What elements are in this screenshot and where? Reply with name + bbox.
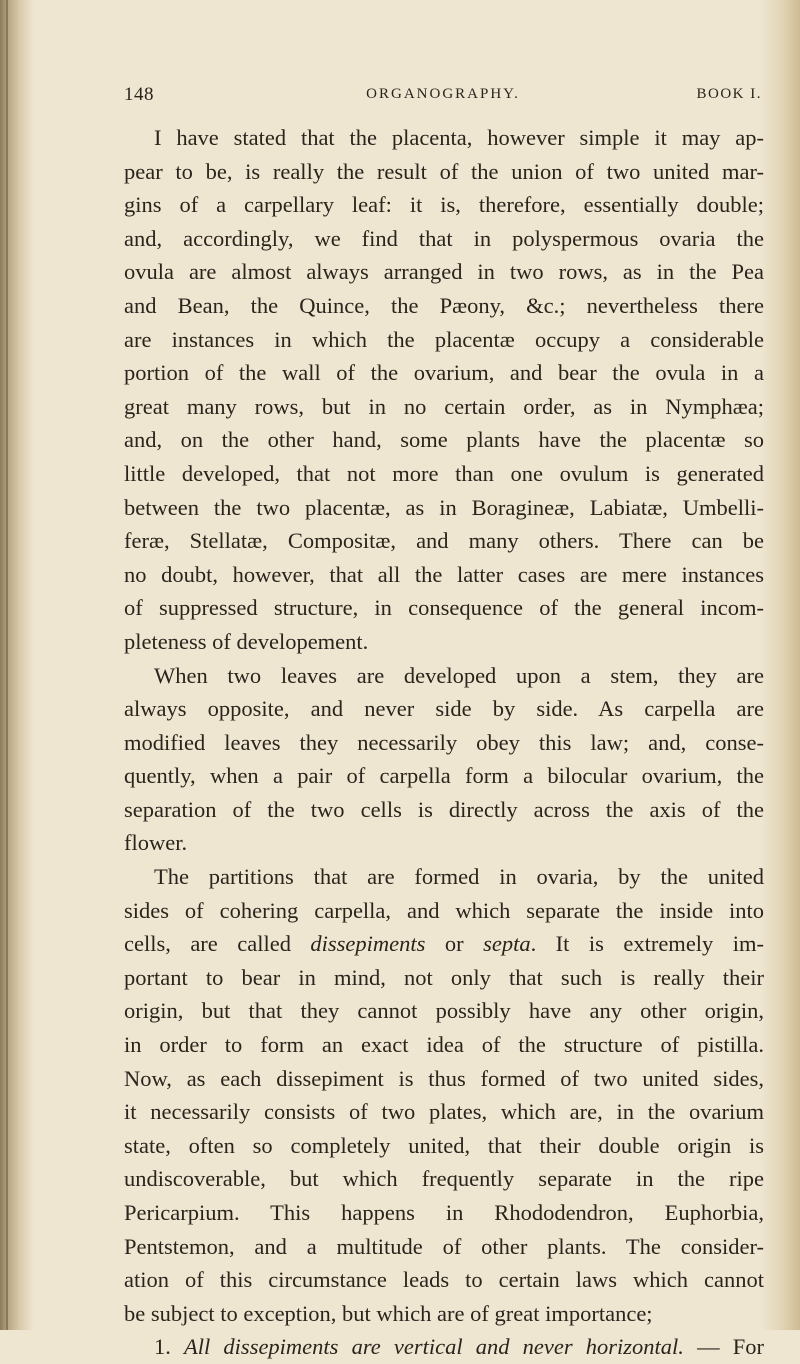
rule-number: 1. — [154, 1334, 171, 1360]
text-line: no doubt, however, that all the latter cases are mere instances — [124, 561, 764, 587]
text-line: sides of cohering carpella, and which separate the inside into — [124, 897, 764, 923]
page-number: 148 — [124, 84, 154, 105]
text-run: — For — [683, 1334, 764, 1360]
text-line: gins of a carpellary leaf: it is, therefore, essentially double; — [124, 192, 764, 218]
text-line: modified leaves they necessarily obey this law; and, conse- — [124, 729, 764, 755]
text-line: Now, as each dissepiment is thus formed of two united sides, — [124, 1065, 764, 1091]
text-line: little developed, that not more than one ovulum is generated — [124, 460, 764, 486]
text-line: pear to be, is really the result of the union of two united mar- — [124, 158, 764, 184]
text-line: flower. — [124, 830, 188, 856]
text-line: Pericarpium. This happens in Rhododendron, Euphorbia, — [124, 1200, 764, 1225]
text-run: . It is extremely im- — [530, 931, 764, 957]
rule-line — [124, 1330, 764, 1364]
text-line: portant to bear in mind, not only that such is really their — [124, 964, 764, 990]
text-line: between the two placentæ, as in Boragineæ, Labiatæ, Umbelli- — [124, 494, 764, 520]
text-line: be subject to exception, but which are of great importance; — [124, 1300, 653, 1326]
text-line: portion of the wall of the ovarium, and bear the ovula in a — [124, 360, 764, 386]
term-septa: septa — [483, 931, 531, 957]
text-line: origin, but that they cannot possibly have any other origin, — [124, 998, 764, 1024]
term-dissepiments: dissepiments — [310, 931, 426, 957]
text-line: and, on the other hand, some plants have the placentæ so — [124, 427, 764, 453]
book-label: BOOK I. — [696, 86, 762, 102]
text-line: quently, when a pair of carpella form a bilocular ovarium, the — [124, 763, 764, 789]
text-line: feræ, Stellatæ, Compositæ, and many others. There can be — [124, 528, 764, 554]
text-line: always opposite, and never side by side. As carpella are — [124, 696, 764, 722]
text-line: ation of this circumstance leads to certain laws which cannot — [124, 1267, 764, 1293]
running-title: ORGANOGRAPHY. — [366, 86, 520, 102]
text-line: I have stated that the placenta, however simple it may ap- — [154, 125, 764, 150]
text-line: of suppressed structure, in consequence of the general incom- — [124, 595, 764, 621]
text-run: cells, are called — [124, 931, 311, 957]
text-line: great many rows, but in no certain order, as in Nymphæa; — [124, 393, 764, 419]
text-line: pleteness of developement. — [124, 628, 369, 654]
text-line: ovula are almost always arranged in two rows, as in the Pea — [124, 259, 764, 285]
page-edge-shading — [760, 0, 800, 1330]
text-line: state, often so completely united, that their double origin is — [124, 1132, 764, 1158]
text-line: When two leaves are developed upon a stem, they are — [154, 662, 764, 688]
binding-gutter — [0, 0, 34, 1330]
text-line: and, accordingly, we find that in polyspermous ovaria the — [124, 225, 764, 251]
gutter-shadow-line — [6, 0, 8, 1330]
text-line: it necessarily consists of two plates, which are, in the ovarium — [124, 1099, 764, 1125]
text-line: The partitions that are formed in ovaria, by the united — [154, 864, 764, 890]
text-line — [124, 927, 764, 961]
body-text — [124, 121, 764, 1364]
rule-text: All dissepiments are vertical and never horizontal. — [184, 1334, 684, 1360]
text-line: are instances in which the placentæ occupy a considerable — [124, 326, 764, 352]
text-run: or — [425, 931, 484, 957]
text-line: in order to form an exact idea of the structure of pistilla. — [124, 1032, 764, 1058]
text-line: and Bean, the Quince, the Pæony, &c.; nevertheless there — [124, 292, 764, 318]
text-line: separation of the two cells is directly across the axis of the — [124, 796, 764, 822]
text-line: Pentstemon, and a multitude of other plants. The consider- — [124, 1233, 764, 1259]
text-line: undiscoverable, but which frequently separate in the ripe — [124, 1166, 764, 1192]
page-header — [124, 84, 762, 110]
